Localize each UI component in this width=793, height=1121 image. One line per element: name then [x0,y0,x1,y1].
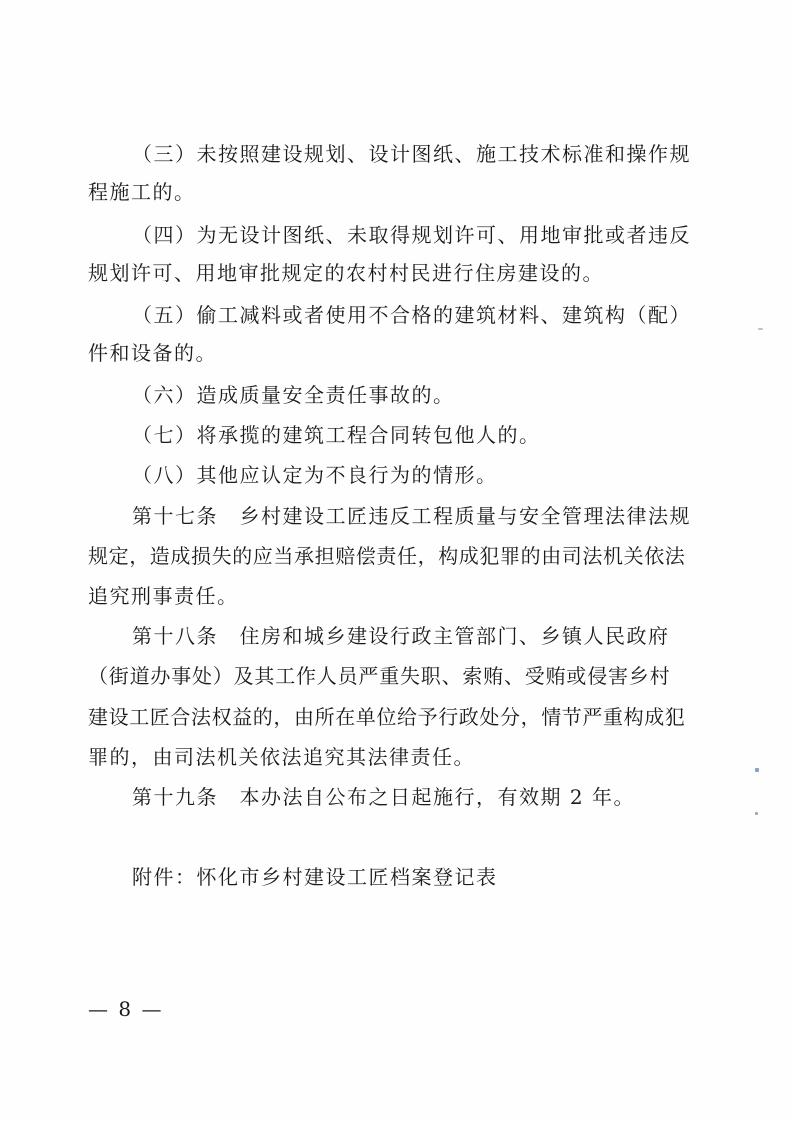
page-number: — 8 — [88,997,164,1021]
text-line: （八）其他应认定为不良行为的情形。 [132,463,498,487]
text-line: 规定，造成损失的应当承担赔偿责任，构成犯罪的由司法机关依法 [88,544,686,568]
scan-mark [755,768,759,772]
attachment-line: 附件：怀化市乡村建设工匠档案登记表 [132,865,498,889]
text-line: （三）未按照建设规划、设计图纸、施工技术标准和操作规 [132,142,691,166]
text-line: 件和设备的。 [88,341,217,365]
text-line: （四）为无设计图纸、未取得规划许可、用地审批或者违反 [132,223,691,247]
text-line: （七）将承揽的建筑工程合同转包他人的。 [132,423,541,447]
scan-mark [758,328,763,330]
text-line: 程施工的。 [88,180,196,204]
text-line: 规划许可、用地审批规定的农村村民进行住房建设的。 [88,261,604,285]
article-17-line: 第十七条 乡村建设工匠违反工程质量与安全管理法律法规 [132,504,691,528]
text-line: （五）偷工减料或者使用不合格的建筑材料、建筑构（配） [132,303,691,327]
text-line: （街道办事处）及其工作人员严重失职、索贿、受贿或侵害乡村 [88,664,671,688]
scan-mark [755,812,758,815]
text-line: 建设工匠合法权益的，由所在单位给予行政处分，情节严重构成犯 [88,705,686,729]
article-18-line: 第十八条 住房和城乡建设行政主管部门、乡镇人民政府 [132,624,670,648]
text-line: 罪的，由司法机关依法追究其法律责任。 [88,745,475,769]
text-line: （六）造成质量安全责任事故的。 [132,383,455,407]
article-19-line: 第十九条 本办法自公布之日起施行，有效期 2 年。 [132,785,635,809]
text-line: 追究刑事责任。 [88,584,239,608]
